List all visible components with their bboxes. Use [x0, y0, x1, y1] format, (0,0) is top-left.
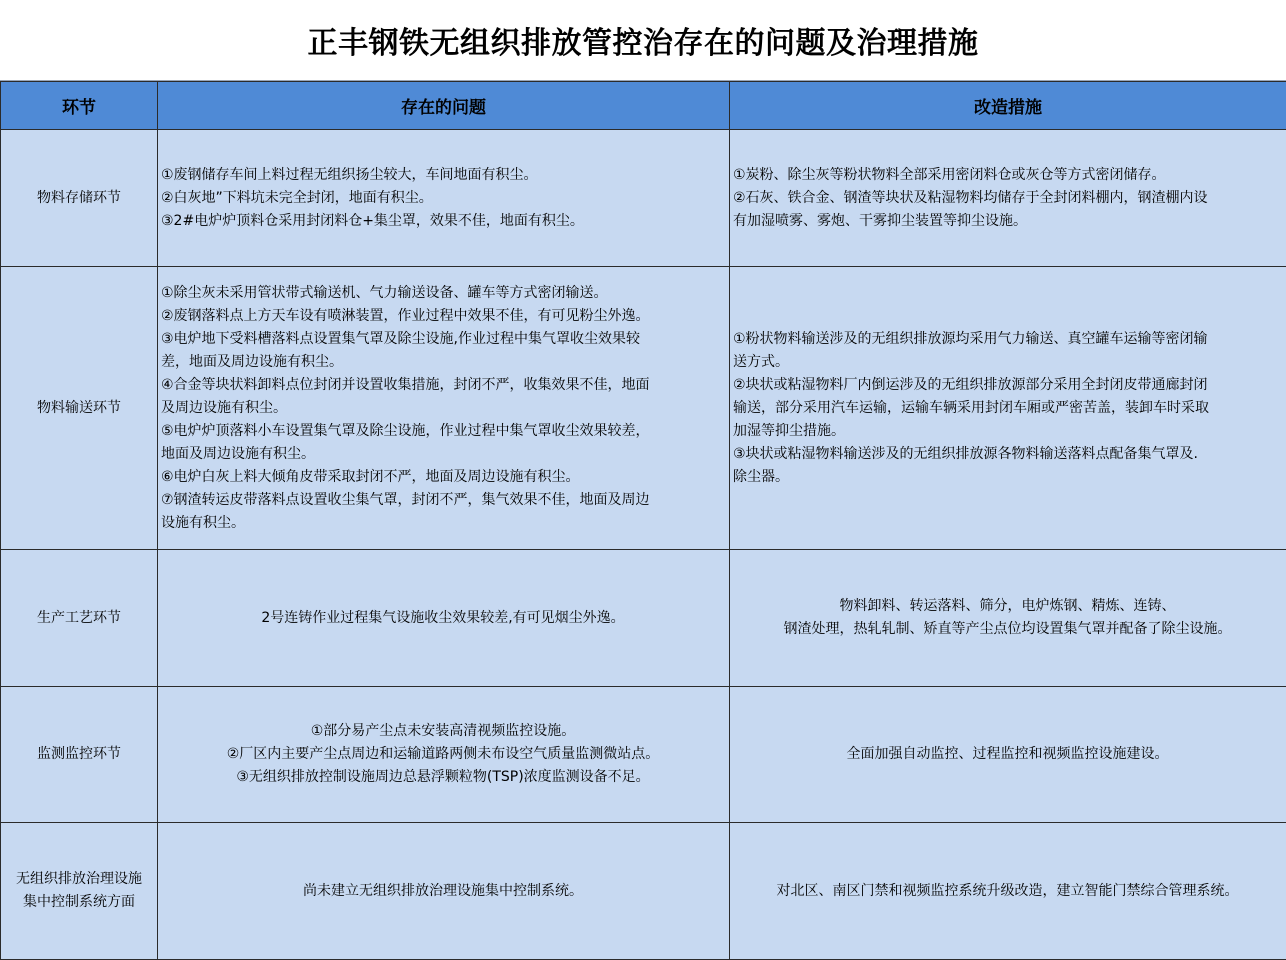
problems-cell-line: ⑦钢渣转运皮带落料点设置收尘集气罩，封闭不严，集气效果不佳，地面及周边: [161, 489, 725, 512]
stage-cell: [1, 130, 158, 267]
problems-cell-line: 及周边设施有积尘。: [161, 397, 725, 420]
problems-cell-line: ①除尘灰未采用管状带式输送机、气力输送设备、罐车等方式密闭输送。: [161, 282, 725, 305]
table-row: [1, 550, 1286, 687]
measures-cell-line: 对北区、南区门禁和视频监控系统升级改造，建立智能门禁综合管理系统。: [733, 880, 1282, 903]
table-row: [1, 130, 1286, 267]
problems-cell: [158, 267, 730, 550]
problems-cell-line: ⑤电炉炉顶落料小车设置集气罩及除尘设施，作业过程中集气罩收尘效果较差，: [161, 420, 725, 443]
problems-cell: [158, 130, 730, 267]
measures-cell: [730, 687, 1286, 823]
measures-cell-line: 输送，部分采用汽车运输，运输车辆采用封闭车厢或严密苦盖，装卸车时采取: [733, 397, 1282, 420]
measures-cell-line: 物料卸料、转运落料、筛分，电炉炼钢、精炼、连铸、: [733, 595, 1282, 618]
measures-cell-line: 除尘器。: [733, 466, 1282, 489]
problems-cell-line: ①部分易产尘点未安装高清视频监控设施。: [161, 720, 725, 743]
stage-cell: [1, 687, 158, 823]
measures-cell-line: 加湿等抑尘措施。: [733, 420, 1282, 443]
stage-cell-line: 监测监控环节: [1, 743, 157, 766]
measures-cell: [730, 550, 1286, 687]
table-row: [1, 687, 1286, 823]
column-header-stage: 环节: [1, 82, 158, 130]
header-row: [1, 82, 1286, 130]
problems-cell-line: 尚未建立无组织排放治理设施集中控制系统。: [161, 880, 725, 903]
measures-cell-line: ②石灰、铁合金、钢渣等块状及粘湿物料均储存于全封闭料棚内，钢渣棚内设: [733, 187, 1282, 210]
stage-cell-line: 无组织排放治理设施: [1, 868, 157, 891]
problems-cell-line: 设施有积尘。: [161, 512, 725, 535]
problems-cell: [158, 687, 730, 823]
stage-cell: [1, 267, 158, 550]
problems-cell-line: ①废钢储存车间上料过程无组织扬尘较大，车间地面有积尘。: [161, 164, 725, 187]
problems-cell-line: 差，地面及周边设施有积尘。: [161, 351, 725, 374]
measures-table: [0, 81, 1286, 960]
measures-cell-line: ①炭粉、除尘灰等粉状物料全部采用密闭料仓或灰仓等方式密闭储存。: [733, 164, 1282, 187]
problems-cell-line: ⑥电炉白灰上料大倾角皮带采取封闭不严，地面及周边设施有积尘。: [161, 466, 725, 489]
problems-cell: [158, 550, 730, 687]
table-row: [1, 823, 1286, 960]
problems-cell-line: ②白灰地”下料坑未完全封闭，地面有积尘。: [161, 187, 725, 210]
measures-cell-line: 钢渣处理，热轧轧制、矫直等产尘点位均设置集气罩并配备了除尘设施。: [733, 618, 1282, 641]
stage-cell-line: 集中控制系统方面: [1, 891, 157, 914]
measures-cell-line: 有加湿喷雾、雾炮、干雾抑尘装置等抑尘设施。: [733, 210, 1282, 233]
stage-cell-line: 生产工艺环节: [1, 607, 157, 630]
measures-cell: [730, 823, 1286, 960]
measures-cell-line: 送方式。: [733, 351, 1282, 374]
measures-cell: [730, 267, 1286, 550]
title-bar: [0, 0, 1286, 81]
problems-cell-line: ②厂区内主要产尘点周边和运输道路两侧未布设空气质量监测微站点。: [161, 743, 725, 766]
problems-cell-line: ③2#电炉炉顶料仓采用封闭料仓+集尘罩，效果不佳，地面有积尘。: [161, 210, 725, 233]
measures-cell-line: ②块状或粘湿物料厂内倒运涉及的无组织排放源部分采用全封闭皮带通廊封闭: [733, 374, 1282, 397]
problems-cell-line: ④合金等块状料卸料点位封闭并设置收集措施，封闭不严，收集效果不佳，地面: [161, 374, 725, 397]
measures-cell-line: ①粉状物料输送涉及的无组织排放源均采用气力输送、真空罐车运输等密闭输: [733, 328, 1282, 351]
problems-cell-line: 地面及周边设施有积尘。: [161, 443, 725, 466]
stage-cell-line: 物料存储环节: [1, 187, 157, 210]
measures-cell: [730, 130, 1286, 267]
measures-cell-line: 全面加强自动监控、过程监控和视频监控设施建设。: [733, 743, 1282, 766]
table-body: [1, 130, 1286, 960]
column-header-measures: 改造措施: [730, 82, 1286, 130]
table-row: [1, 267, 1286, 550]
stage-cell-line: 物料输送环节: [1, 397, 157, 420]
column-header-problems: 存在的问题: [158, 82, 730, 130]
problems-cell-line: ②废钢落料点上方天车设有喷淋装置，作业过程中效果不佳，有可见粉尘外逸。: [161, 305, 725, 328]
problems-cell-line: ③电炉地下受料槽落料点设置集气罩及除尘设施,作业过程中集气罩收尘效果较: [161, 328, 725, 351]
stage-cell: [1, 823, 158, 960]
page-title: 正丰钢铁无组织排放管控治存在的问题及治理措施: [308, 18, 979, 62]
problems-cell: [158, 823, 730, 960]
problems-cell-line: ③无组织排放控制设施周边总悬浮颗粒物(TSP)浓度监测设备不足。: [161, 766, 725, 789]
measures-cell-line: ③块状或粘湿物料输送涉及的无组织排放源各物料输送落料点配备集气罩及.: [733, 443, 1282, 466]
stage-cell: [1, 550, 158, 687]
problems-cell-line: 2号连铸作业过程集气设施收尘效果较差,有可见烟尘外逸。: [161, 607, 725, 630]
